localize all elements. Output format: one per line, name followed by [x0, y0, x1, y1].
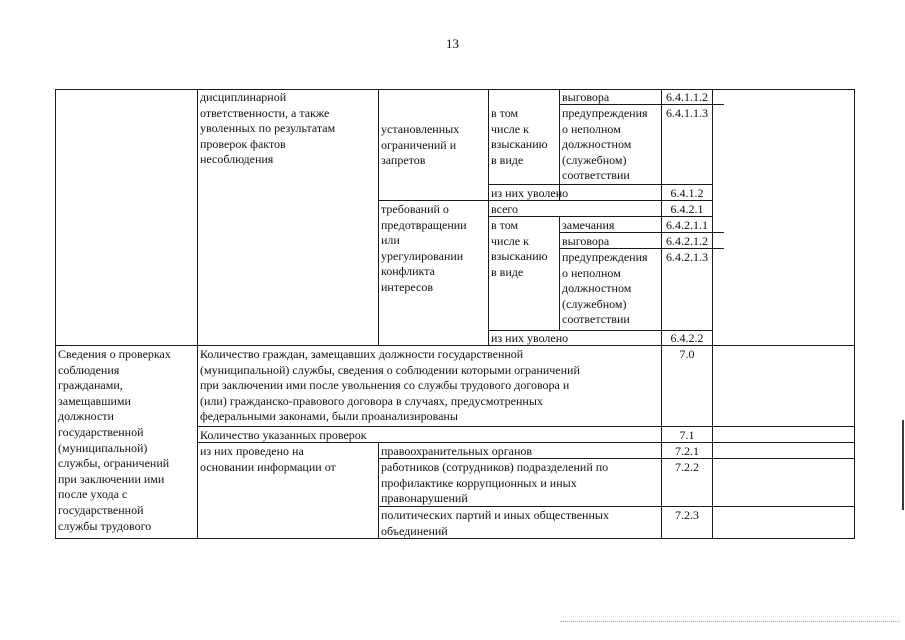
- row-code: 6.4.1.1.3: [666, 106, 708, 120]
- row-code: 6.4.1.1.2: [666, 90, 708, 104]
- row-label: замечания: [562, 218, 615, 232]
- source-label: правоохранительных органов: [381, 444, 533, 458]
- row-code: 7.0: [679, 347, 695, 361]
- row-code: 6.4.2.1.2: [666, 234, 708, 248]
- total-label: всего: [491, 202, 519, 216]
- analyzed-citizens-label: Количество граждан, замещавших должности государственной (муниципальной) службы, сведения о соблюдении которыми ограничений при заключении ими после увольнения со службы трудового договора и (или) гражданско-правового договора в случаях, предусмотренных федеральными законами, были проанализированы: [200, 347, 580, 424]
- conflict-subgroup-label: требований о предотвращении или урегулировании конфликта интересов: [381, 202, 467, 294]
- scan-noise-line: [560, 621, 900, 623]
- row-code: 6.4.2.1.3: [666, 250, 708, 264]
- row-code: 7.2.1: [675, 444, 699, 458]
- violation-group-label: дисциплинарной ответственности, а также уволенных по результатам проверок фактов несоблюдения: [200, 90, 336, 167]
- row-code: 6.4.2.2: [670, 331, 704, 345]
- page-number: 13: [446, 36, 459, 51]
- row-code: 7.1: [679, 428, 695, 442]
- checks-count-label: Количество указанных проверок: [200, 428, 367, 442]
- source-label: политических партий и иных общественных объединений: [381, 508, 609, 538]
- row-code: 6.4.2.1.1: [666, 218, 708, 232]
- dismissed-label: из них уволено: [491, 186, 569, 200]
- row-code: 6.4.2.1: [670, 202, 704, 216]
- dismissed-label: из них уволено: [491, 331, 569, 345]
- row-label: выговора: [562, 234, 610, 248]
- restrictions-subgroup-label: установленных ограничений и запретов: [381, 122, 460, 168]
- section7-heading: Сведения о проверках соблюдения гражданами, замещавшими должности государственной (муниципальной) службы, ограничений при заключении ими после ухода с государственной службы трудового: [58, 347, 171, 533]
- row-code: 7.2.2: [675, 460, 699, 474]
- penalty-label-2: в том числе к взысканию в виде: [491, 218, 548, 279]
- row-label: предупреждения о неполном должностном (служебном) соответствии: [562, 250, 648, 327]
- row-label: предупреждения о неполном должностном (служебном) соответствии: [562, 106, 648, 183]
- scan-edge-mark: [902, 420, 904, 510]
- row-code: 6.4.1.2: [670, 186, 704, 200]
- source-label: работников (сотрудников) подразделений по профилактике коррупционных и иных правонарушений: [381, 460, 609, 506]
- row-label: выговора: [562, 90, 610, 104]
- row-code: 7.2.3: [675, 508, 699, 522]
- basis-label: из них проведено на основании информации от: [200, 444, 336, 474]
- penalty-label-1: в том числе к взысканию в виде: [491, 106, 548, 167]
